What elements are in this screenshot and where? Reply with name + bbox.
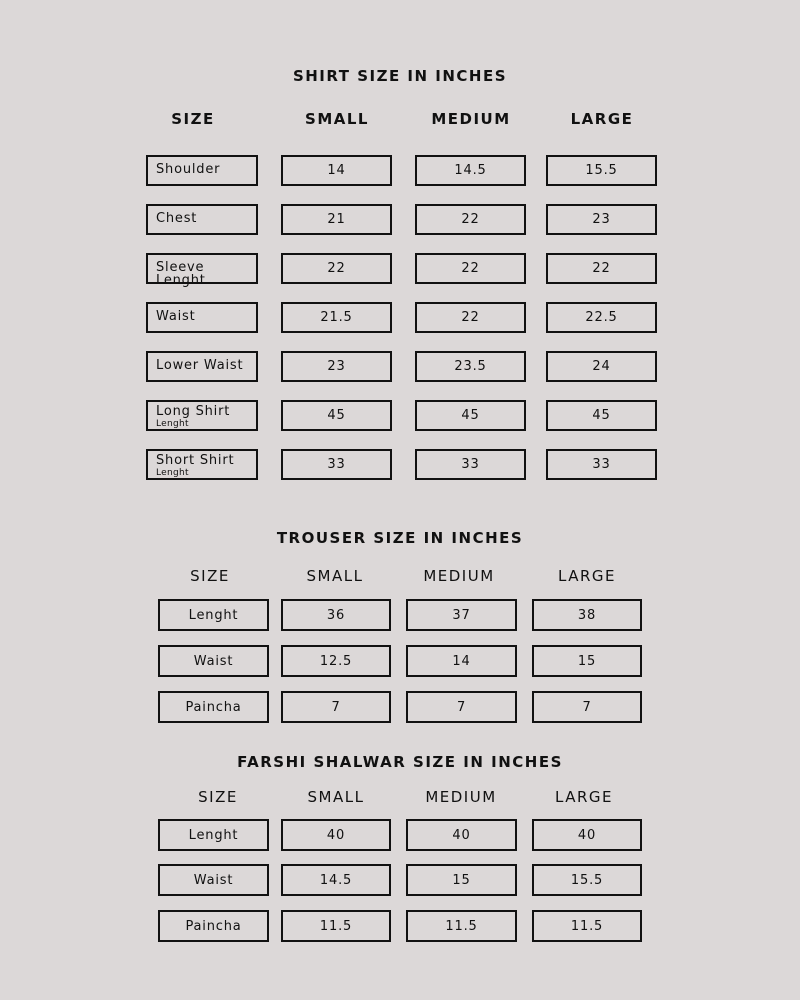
shirt-header-3: LARGE <box>570 110 634 128</box>
shirt-row-label <box>146 400 258 431</box>
farshi-header-2: MEDIUM <box>425 788 497 806</box>
shirt-header-1: SMALL <box>305 110 369 128</box>
farshi-value-cell: 40 <box>406 819 517 851</box>
shirt-value-cell: 21 <box>281 204 392 235</box>
trouser-value-cell: 12.5 <box>281 645 391 677</box>
trouser-value-cell: 37 <box>406 599 517 631</box>
shirt-value-cell: 14 <box>281 155 392 186</box>
shirt-value-cell: 23.5 <box>415 351 526 382</box>
shirt-row-label <box>146 449 258 480</box>
shirt-value-cell: 24 <box>546 351 657 382</box>
shirt-value-cell: 22 <box>415 253 526 284</box>
shirt-value-cell: 45 <box>415 400 526 431</box>
farshi-row-label <box>158 864 269 896</box>
trouser-value-cell: 7 <box>406 691 517 723</box>
trouser-value-cell: 15 <box>532 645 642 677</box>
farshi-row-label <box>158 910 269 942</box>
trouser-header-3: LARGE <box>558 567 616 585</box>
farshi-value-cell: 11.5 <box>281 910 391 942</box>
row-label-text: Waist <box>156 309 196 324</box>
trouser-value-cell: 36 <box>281 599 391 631</box>
row-label-text: Lenght <box>188 827 239 843</box>
shirt-value-cell: 22 <box>281 253 392 284</box>
row-label-text: Waist <box>193 872 234 888</box>
row-label-text: Shoulder <box>156 162 221 177</box>
shirt-header-2: MEDIUM <box>431 110 511 128</box>
row-label-text: Paincha <box>185 918 242 934</box>
row-label-text: Sleeve Lenght <box>156 260 206 288</box>
shirt-value-cell: 45 <box>281 400 392 431</box>
farshi-value-cell: 11.5 <box>532 910 642 942</box>
trouser-title: TROUSER SIZE IN INCHES <box>276 529 524 547</box>
shirt-value-cell: 22.5 <box>546 302 657 333</box>
row-label-text: Lower Waist <box>156 358 244 373</box>
trouser-header-0: SIZE <box>190 567 230 585</box>
shirt-row-label <box>146 351 258 382</box>
trouser-value-cell: 14 <box>406 645 517 677</box>
row-label-text: Lenght <box>188 607 239 623</box>
shirt-value-cell: 45 <box>546 400 657 431</box>
trouser-header-2: MEDIUM <box>423 567 495 585</box>
farshi-value-cell: 15 <box>406 864 517 896</box>
shirt-value-cell: 23 <box>546 204 657 235</box>
trouser-header-1: SMALL <box>306 567 364 585</box>
shirt-value-cell: 22 <box>546 253 657 284</box>
farshi-header-0: SIZE <box>198 788 238 806</box>
shirt-value-cell: 21.5 <box>281 302 392 333</box>
shirt-value-cell: 14.5 <box>415 155 526 186</box>
shirt-value-cell: 22 <box>415 302 526 333</box>
farshi-header-3: LARGE <box>555 788 613 806</box>
farshi-header-1: SMALL <box>307 788 365 806</box>
shirt-value-cell: 33 <box>415 449 526 480</box>
farshi-value-cell: 40 <box>281 819 391 851</box>
trouser-row-label <box>158 691 269 723</box>
trouser-row-label <box>158 645 269 677</box>
shirt-value-cell: 15.5 <box>546 155 657 186</box>
row-label-text: Short Shirt <box>156 453 235 468</box>
farshi-row-label <box>158 819 269 851</box>
row-label-text: Chest <box>156 211 198 226</box>
row-label-subtext: Lenght <box>156 468 189 478</box>
shirt-value-cell: 23 <box>281 351 392 382</box>
shirt-value-cell: 22 <box>415 204 526 235</box>
shirt-row-label <box>146 302 258 333</box>
shirt-row-label <box>146 253 258 288</box>
row-label-subtext: Lenght <box>156 419 189 429</box>
shirt-value-cell: 33 <box>281 449 392 480</box>
trouser-row-label <box>158 599 269 631</box>
shirt-row-label <box>146 204 258 235</box>
row-label-text: Long Shirt <box>156 404 231 419</box>
trouser-value-cell: 7 <box>532 691 642 723</box>
trouser-value-cell: 38 <box>532 599 642 631</box>
farshi-title: FARSHI SHALWAR SIZE IN INCHES <box>237 753 563 771</box>
shirt-header-0: SIZE <box>171 110 215 128</box>
row-label-text: Waist <box>193 653 234 669</box>
shirt-row-label <box>146 155 258 186</box>
farshi-value-cell: 15.5 <box>532 864 642 896</box>
farshi-value-cell: 40 <box>532 819 642 851</box>
row-label-text: Paincha <box>185 699 242 715</box>
trouser-value-cell: 7 <box>281 691 391 723</box>
shirt-value-cell: 33 <box>546 449 657 480</box>
farshi-value-cell: 11.5 <box>406 910 517 942</box>
farshi-value-cell: 14.5 <box>281 864 391 896</box>
shirt-title: SHIRT SIZE IN INCHES <box>292 67 508 85</box>
